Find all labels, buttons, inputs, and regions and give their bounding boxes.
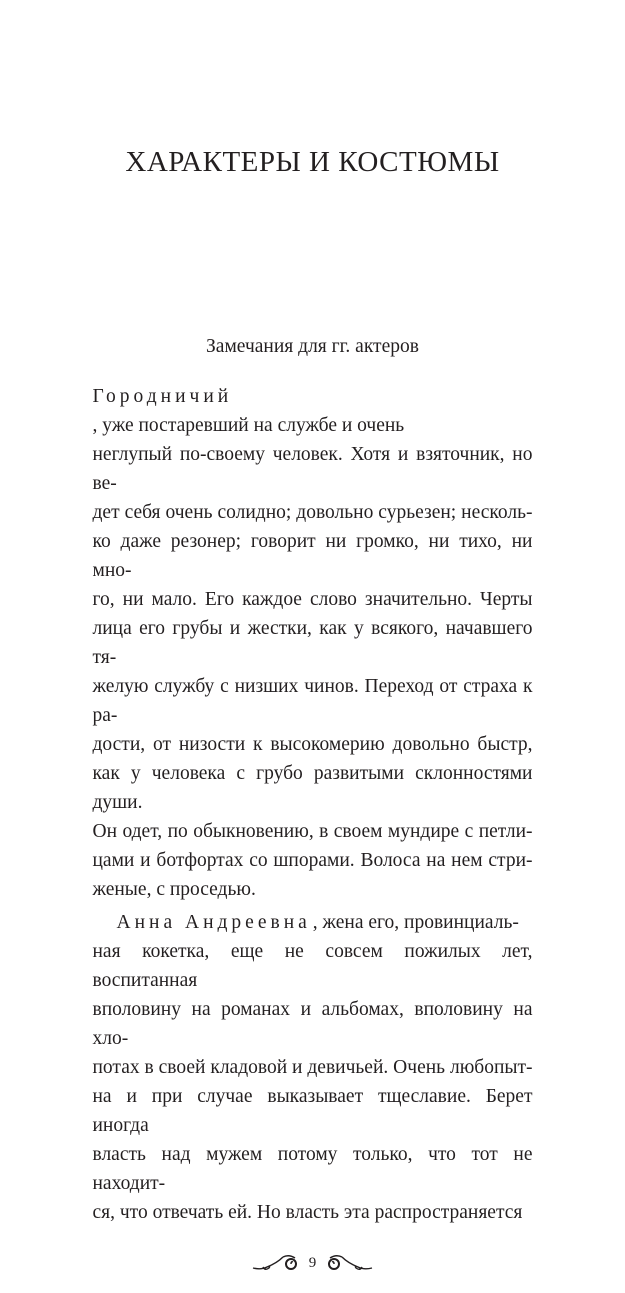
text-line: как у человека с грубо развитыми склонностями души. — [92, 763, 533, 813]
text-line: на и при случае выказывает тщеславие. Берет иногда — [92, 1086, 533, 1136]
text-line: ся, что отвечать ей. Но власть эта распространяется — [92, 1202, 523, 1223]
character-name: Городничий — [92, 386, 233, 407]
page-title: ХАРАКТЕРЫ И КОСТЮМЫ — [125, 146, 500, 178]
text-line: Он одет, по обыкновению, в своем мундире с петли- — [92, 821, 533, 842]
text-line: дости, от низости к высокомерию довольно быстр, — [92, 734, 533, 755]
right-flourish-icon — [324, 1253, 374, 1273]
text-line: неглупый по-своему человек. Хотя и взяточник, но ве- — [92, 444, 533, 494]
page-folio — [251, 1253, 375, 1273]
left-flourish-icon — [251, 1253, 301, 1273]
text-line: цами и ботфортах со шпорами. Волоса на нем стри- — [92, 850, 533, 871]
page-number: 9 — [308, 1255, 317, 1271]
text-line: женые, с проседью. — [92, 879, 256, 900]
paragraph-gorodnichiy — [93, 382, 533, 904]
text-line: желую службу с низших чинов. Переход от страха к ра- — [92, 676, 533, 726]
text-line: го, ни мало. Его каждое слово значительно. Черты — [92, 589, 533, 610]
text-line: власть над мужем потому только, что тот не находит- — [92, 1144, 533, 1194]
text-line-rest: , жена его, провинциаль- — [312, 912, 519, 933]
paragraph-anna-andreevna — [93, 908, 533, 1227]
section-subtitle: Замечания для гг. актеров — [206, 336, 419, 357]
text-line: лица его грубы и жестки, как у всякого, начавшего тя- — [92, 618, 533, 668]
text-line-rest: , уже постаревший на службе и очень — [92, 415, 405, 436]
text-line: потах в своей кладовой и девичьей. Очень любопыт- — [92, 1057, 533, 1078]
text-line: дет себя очень солидно; довольно сурьезен; несколь- — [92, 502, 533, 523]
text-line: ная кокетка, еще не совсем пожилых лет, воспитанная — [92, 941, 533, 991]
text-line — [93, 382, 533, 440]
text-line — [93, 908, 533, 937]
text-line: вполовину на романах и альбомах, вполовину на хло- — [92, 999, 533, 1049]
character-name: Анна Андреевна — [116, 912, 311, 933]
text-line: ко даже резонер; говорит ни громко, ни тихо, ни мно- — [92, 531, 533, 581]
